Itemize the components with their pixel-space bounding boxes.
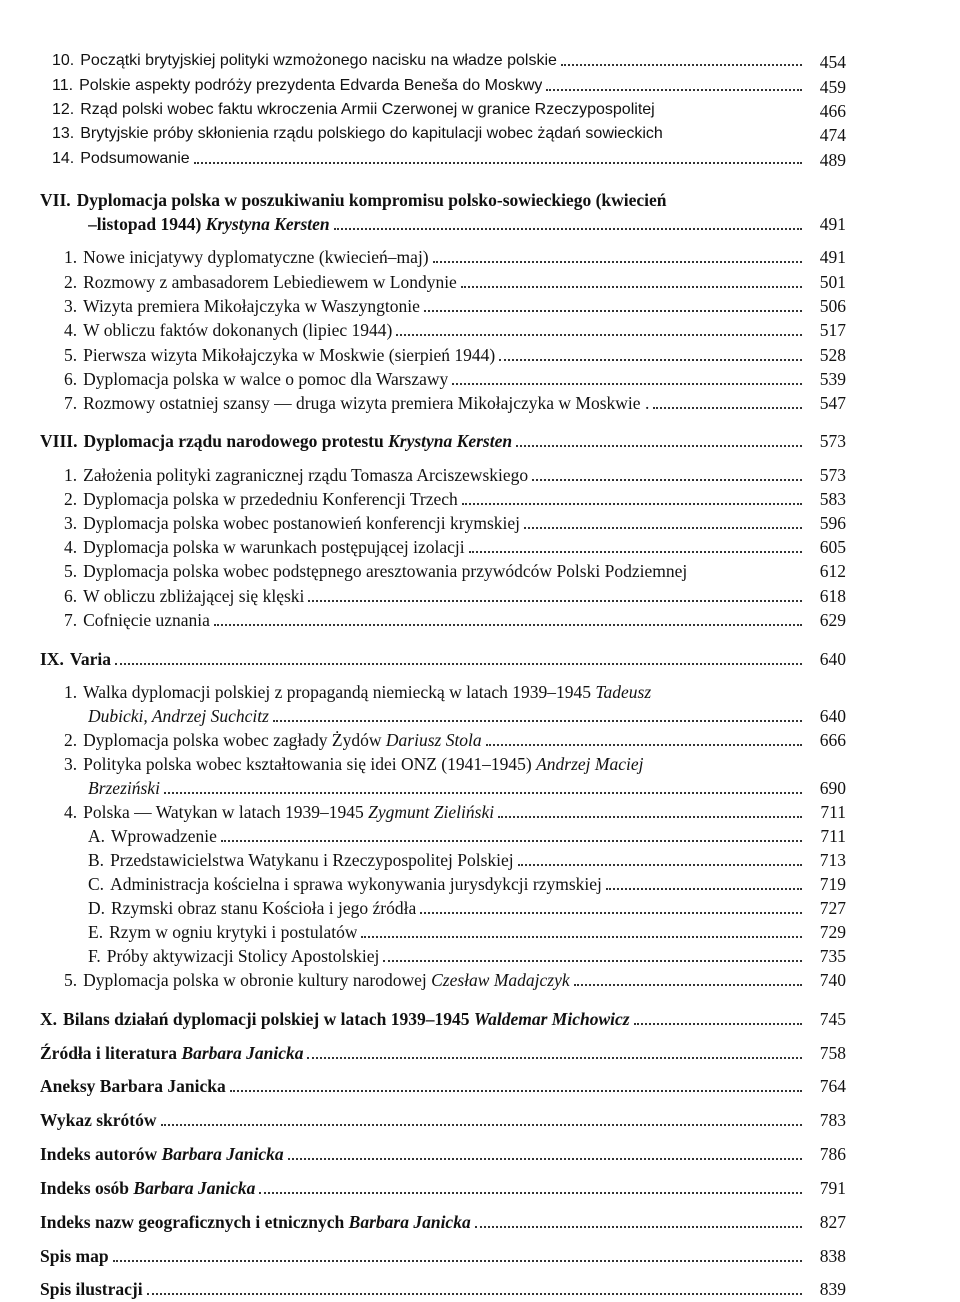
toc-entry — [64, 537, 846, 557]
entry-title — [83, 272, 457, 292]
entry-title — [40, 1144, 284, 1164]
page-number: 501 — [819, 272, 846, 292]
entry-title — [83, 730, 482, 750]
entry-title-text: Rzym w ogniu krytyki i postulatów — [109, 922, 358, 942]
entry-title — [80, 101, 654, 119]
page-number: 489 — [819, 150, 846, 170]
dot-leader — [461, 285, 802, 288]
entry-number: 5. — [64, 561, 78, 581]
entry-title-text: Administracja kościelna i sprawa wykonywania jurysdykcji rzymskiej — [110, 874, 602, 894]
toc-entry — [88, 874, 846, 894]
page-number: 605 — [819, 537, 846, 557]
entry-title-text: Nowe inicjatywy dyplomatyczne (kwiecień–maj) — [83, 247, 429, 267]
entry-number: VII. — [40, 190, 71, 210]
entry-title-text: Varia — [69, 649, 111, 669]
entry-number: 3. — [64, 513, 78, 533]
entry-title — [83, 345, 495, 365]
entry-number: VIII. — [40, 431, 78, 451]
entry-title-text: Dyplomacja rządu narodowego protestu — [83, 431, 389, 451]
toc-entry — [64, 802, 846, 822]
dot-leader — [396, 333, 802, 336]
toc-entry — [64, 345, 846, 365]
entry-title-text: Dyplomacja polska wobec zagłady Żydów — [83, 730, 386, 750]
toc-entry — [40, 431, 846, 451]
page-number: 474 — [819, 125, 846, 145]
entry-number: X. — [40, 1009, 58, 1029]
toc-entry — [64, 610, 846, 630]
page-number: 618 — [819, 586, 846, 606]
entry-number: 12. — [52, 101, 75, 118]
entry-title — [83, 537, 464, 557]
toc-entry — [64, 296, 846, 316]
dot-leader — [653, 406, 802, 409]
toc-entry — [88, 922, 846, 942]
entry-title — [83, 802, 494, 822]
entry-title — [80, 125, 663, 143]
toc-entry — [64, 465, 846, 485]
entry-title-text: Dyplomacja polska w walce o pomoc dla Warszawy — [83, 369, 449, 389]
dot-leader — [221, 839, 802, 842]
entry-title — [40, 1076, 226, 1096]
toc-entry — [40, 1076, 846, 1096]
toc-entry — [64, 561, 846, 581]
entry-title — [83, 610, 210, 630]
dot-leader — [634, 1022, 802, 1025]
entry-author: Czesław Madajczyk — [431, 970, 570, 990]
dot-leader — [424, 309, 802, 312]
entry-number: 5. — [64, 345, 78, 365]
dot-leader — [230, 1089, 802, 1092]
page-number: 711 — [820, 802, 846, 822]
entry-title — [110, 874, 602, 894]
entry-title: Rozmowy ostatniej szansy — druga wizyta premiera Mikołajczyka w Moskwie . — [83, 393, 650, 413]
dot-leader — [361, 935, 802, 938]
entry-title-text: Dyplomacja polska w obronie kultury narodowej — [83, 970, 432, 990]
page-number: 528 — [819, 345, 846, 365]
dot-leader — [532, 478, 802, 481]
entry-title-text: Walka dyplomacji polskiej z propagandą niemiecką w latach 1939–1945 — [83, 682, 596, 702]
entry-title-text: Dyplomacja polska wobec postanowień konferencji krymskiej — [83, 513, 521, 533]
entry-number: 4. — [64, 537, 78, 557]
entry-title — [109, 922, 357, 942]
dot-leader — [273, 719, 802, 722]
entry-title-text: Początki brytyjskiej polityki wzmożonego nacisku na władze polskie — [80, 52, 557, 69]
toc-entry — [40, 1144, 846, 1164]
entry-title — [83, 296, 420, 316]
page-number: 729 — [819, 922, 846, 942]
entry-title-text: Założenia polityki zagranicznej rządu Tomasza Arciszewskiego — [83, 465, 529, 485]
toc-entry — [64, 272, 846, 292]
dot-leader — [420, 911, 802, 914]
entry-title — [77, 190, 667, 210]
toc-entry — [88, 898, 846, 918]
page-number: 666 — [819, 730, 846, 750]
toc-entry — [40, 1110, 846, 1130]
page-number: 491 — [819, 214, 846, 234]
dot-leader — [194, 161, 802, 164]
dot-leader — [499, 358, 802, 361]
toc-entry — [64, 489, 846, 509]
toc-entry — [64, 320, 846, 340]
page-number: 547 — [819, 393, 846, 413]
entry-title-text: W obliczu faktów dokonanych (lipiec 1944) — [83, 320, 393, 340]
toc-entry — [40, 1043, 846, 1063]
entry-number: 10. — [52, 52, 75, 69]
entry-number: 2. — [64, 272, 78, 292]
dot-leader — [462, 502, 802, 505]
page-number: 719 — [819, 874, 846, 894]
entry-title-text: Wykaz skrótów — [40, 1110, 157, 1130]
entry-number: 1. — [64, 247, 78, 267]
toc-entry — [64, 247, 846, 267]
dot-leader — [561, 63, 802, 66]
entry-title-text: Spis map — [40, 1246, 109, 1266]
entry-title — [83, 431, 512, 451]
dot-leader — [452, 382, 802, 385]
entry-title-text: Rząd polski wobec faktu wkroczenia Armii Czerwonej w granice Rzeczypospolitej — [80, 101, 655, 118]
entry-number: F. — [88, 946, 101, 966]
entry-author: Tadeusz — [595, 682, 652, 702]
entry-author: Dubicki, Andrzej Suchcitz — [88, 706, 269, 726]
dot-leader — [161, 1123, 802, 1126]
toc-entry — [64, 513, 846, 533]
entry-author: Andrzej Maciej — [536, 754, 644, 774]
entry-author: Dariusz Stola — [385, 730, 482, 750]
entry-number: 6. — [64, 586, 78, 606]
dot-leader — [214, 623, 802, 626]
toc-entry — [52, 77, 846, 95]
toc-entry — [88, 850, 846, 870]
entry-title — [40, 1178, 255, 1198]
page-number: 839 — [819, 1279, 846, 1299]
entry-number: 7. — [64, 610, 78, 630]
entry-number: IX. — [40, 649, 64, 669]
entry-title-text: Polska — Watykan w latach 1939–1945 — [83, 802, 369, 822]
dot-leader — [259, 1191, 802, 1194]
page-number: 454 — [819, 52, 846, 72]
entry-number: 1. — [64, 682, 78, 702]
entry-number: 3. — [64, 754, 78, 774]
page-number: 783 — [819, 1110, 846, 1130]
entry-title-text: W obliczu zbliżającej się klęski — [83, 586, 305, 606]
entry-title-text: Rozmowy z ambasadorem Lebiediewem w Londynie — [83, 272, 457, 292]
entry-number: A. — [88, 826, 106, 846]
page-number: 740 — [819, 970, 846, 990]
dot-leader — [469, 550, 802, 553]
entry-title-text: Indeks autorów — [40, 1144, 162, 1164]
page-number: 745 — [819, 1009, 846, 1029]
page-number: 713 — [819, 850, 846, 870]
page-number: 791 — [819, 1178, 846, 1198]
toc-entry — [64, 730, 846, 750]
entry-title-text: Źródła i literatura — [40, 1043, 182, 1063]
entry-number: 2. — [64, 730, 78, 750]
entry-author: Krystyna Kersten — [205, 214, 330, 234]
entry-title — [79, 77, 542, 95]
entry-author: Barbara Janicka — [161, 1144, 284, 1164]
entry-number: B. — [88, 850, 105, 870]
page-number: 640 — [819, 649, 846, 669]
entry-title — [111, 898, 416, 918]
entry-number: 3. — [64, 296, 78, 316]
toc-entry — [88, 706, 846, 726]
entry-title — [83, 513, 520, 533]
dot-leader — [383, 959, 802, 962]
entry-title — [80, 150, 189, 168]
entry-title-text: Spis ilustracji — [40, 1279, 143, 1299]
toc-entry — [88, 214, 846, 234]
page-number: 735 — [819, 946, 846, 966]
toc-entry — [88, 946, 846, 966]
entry-title-text: Brytyjskie próby skłonienia rządu polskiego do kapitulacji wobec żądań sowieckich — [80, 125, 663, 142]
entry-title-text: Indeks nazw geograficznych i etnicznych — [40, 1212, 349, 1232]
entry-title-text: Polskie aspekty podróży prezydenta Edvarda Beneša do Moskwy — [79, 77, 543, 94]
dot-leader — [574, 983, 802, 986]
dot-leader — [307, 1056, 802, 1059]
page-number: 711 — [820, 826, 846, 846]
page-number: 758 — [819, 1043, 846, 1063]
entry-title-text: Cofnięcie uznania — [83, 610, 210, 630]
toc-entry — [64, 369, 846, 389]
dot-leader — [164, 791, 802, 794]
dot-leader — [113, 1259, 802, 1262]
toc-entry — [64, 754, 846, 774]
entry-title — [83, 247, 429, 267]
entry-title — [40, 1246, 109, 1266]
entry-title — [80, 52, 557, 70]
entry-number: 4. — [64, 320, 78, 340]
page-number: 506 — [819, 296, 846, 316]
dot-leader — [516, 444, 802, 447]
entry-title — [83, 561, 687, 581]
dot-leader — [334, 227, 802, 230]
page-number: 573 — [819, 465, 846, 485]
entry-author: Zygmunt Zieliński — [368, 802, 495, 822]
entry-number: C. — [88, 874, 105, 894]
toc-entry — [40, 1212, 846, 1232]
entry-title-text: Dyplomacja polska w warunkach postępującej izolacji — [83, 537, 465, 557]
page-number: 583 — [819, 489, 846, 509]
entry-title-text: Aneksy Barbara Janicka — [40, 1076, 226, 1096]
entry-title-text: –listopad 1944) — [88, 214, 206, 234]
dot-leader — [546, 88, 802, 91]
page-number: 612 — [819, 561, 846, 581]
toc-entry — [64, 970, 846, 990]
entry-title — [70, 649, 111, 669]
page-number: 539 — [819, 369, 846, 389]
entry-title — [63, 1009, 630, 1029]
entry-title-text: Pierwsza wizyta Mikołajczyka w Moskwie (sierpień 1944) — [83, 345, 496, 365]
entry-title — [40, 1212, 471, 1232]
dot-leader — [498, 815, 802, 818]
entry-author: Barbara Janicka — [181, 1043, 304, 1063]
toc-entry — [52, 52, 846, 70]
entry-title — [83, 754, 643, 774]
entry-title-text: Dyplomacja polska wobec podstępnego aresztowania przywódców Polski Podziemnej — [83, 561, 688, 581]
entry-author: Barbara Janicka — [348, 1212, 471, 1232]
entry-number: D. — [88, 898, 106, 918]
entry-title-text: Rozmowy ostatniej szansy — druga wizyta premiera Mikołajczyka w Moskwie — [83, 393, 641, 413]
entry-title — [88, 214, 330, 234]
toc-entry — [40, 1279, 846, 1299]
entry-author: Krystyna Kersten — [388, 431, 513, 451]
entry-title — [88, 706, 269, 726]
entry-title — [83, 970, 570, 990]
entry-title — [83, 489, 458, 509]
dot-leader — [524, 526, 802, 529]
page-number: 786 — [819, 1144, 846, 1164]
entry-title — [111, 826, 217, 846]
entry-title-text: Bilans działań dyplomacji polskiej w latach 1939–1945 — [63, 1009, 474, 1029]
entry-title-text: Wprowadzenie — [111, 826, 217, 846]
dot-leader — [475, 1225, 802, 1228]
entry-title — [107, 946, 380, 966]
entry-title-text: Indeks osób — [40, 1178, 134, 1198]
page-number: 764 — [819, 1076, 846, 1096]
entry-title-text: Dyplomacja polska w przededniu Konferencji Trzech — [83, 489, 458, 509]
toc-entry — [40, 649, 846, 669]
entry-number: 7. — [64, 393, 78, 413]
entry-number: 4. — [64, 802, 78, 822]
dot-leader — [115, 662, 802, 665]
dot-leader — [308, 599, 802, 602]
entry-title — [88, 778, 160, 798]
dot-leader — [518, 863, 802, 866]
entry-title-text: Podsumowanie — [80, 150, 190, 167]
dot-leader — [433, 260, 802, 263]
toc-entry — [40, 1009, 846, 1029]
page-number: 596 — [819, 513, 846, 533]
toc-entry — [52, 101, 846, 119]
entry-number: 6. — [64, 369, 78, 389]
entry-author: Brzeziński — [88, 778, 160, 798]
toc-entry — [40, 1246, 846, 1266]
dot-leader — [606, 887, 802, 890]
page-number: 640 — [819, 706, 846, 726]
entry-number: 2. — [64, 489, 78, 509]
page-number: 727 — [819, 898, 846, 918]
toc-entry — [52, 125, 846, 143]
toc-entry — [88, 778, 846, 798]
entry-title — [83, 682, 651, 702]
entry-title-text: Polityka polska wobec kształtowania się idei ONZ (1941–1945) — [83, 754, 537, 774]
entry-title — [110, 850, 514, 870]
entry-title — [40, 1279, 143, 1299]
entry-number: 11. — [52, 77, 74, 94]
page-number: 838 — [819, 1246, 846, 1266]
entry-title-text: Próby aktywizacji Stolicy Apostolskiej — [106, 946, 380, 966]
entry-number: 5. — [64, 970, 78, 990]
toc-entry — [88, 826, 846, 846]
page-number: 459 — [819, 77, 846, 97]
page-number: 573 — [819, 431, 846, 451]
page-number: 491 — [819, 247, 846, 267]
entry-title — [40, 1043, 303, 1063]
entry-title-text: Dyplomacja polska w poszukiwaniu kompromisu polsko-sowieckiego (kwiecień — [76, 190, 667, 210]
page-number: 466 — [819, 101, 846, 121]
entry-number: 13. — [52, 125, 75, 142]
entry-title — [83, 586, 304, 606]
page-number: 517 — [819, 320, 846, 340]
page-number: 827 — [819, 1212, 846, 1232]
entry-author: Barbara Janicka — [133, 1178, 256, 1198]
entry-title — [83, 465, 528, 485]
toc-entry — [52, 150, 846, 168]
dot-leader — [147, 1292, 802, 1295]
toc-entry — [64, 682, 846, 702]
toc-entry — [40, 190, 846, 210]
entry-number: E. — [88, 922, 104, 942]
entry-author: Waldemar Michowicz — [473, 1009, 630, 1029]
toc-entry — [64, 393, 846, 413]
toc-entry — [64, 586, 846, 606]
entry-number: 1. — [64, 465, 78, 485]
dot-leader — [288, 1157, 802, 1160]
toc-entry — [40, 1178, 846, 1198]
dot-leader — [486, 743, 802, 746]
entry-title-text: Wizyta premiera Mikołajczyka w Waszyngtonie — [83, 296, 420, 316]
entry-title — [83, 369, 448, 389]
entry-title — [83, 320, 392, 340]
page-number: 690 — [819, 778, 846, 798]
entry-title — [40, 1110, 157, 1130]
entry-title-text: Przedstawicielstwa Watykanu i Rzeczypospolitej Polskiej — [110, 850, 514, 870]
entry-number: 14. — [52, 150, 75, 167]
page-number: 629 — [819, 610, 846, 630]
entry-title-text: Rzymski obraz stanu Kościoła i jego źródła — [111, 898, 417, 918]
